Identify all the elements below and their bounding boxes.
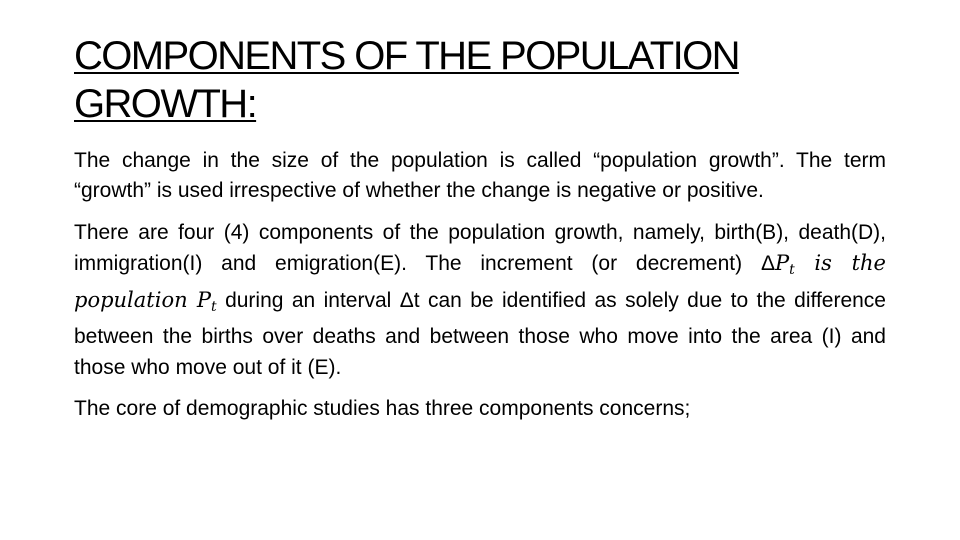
title-line-1: COMPONENTS OF THE POPULATION [74, 34, 739, 78]
paragraph-text-before-formula: There are four (4) components of the population growth, namely, birth(B), death(D), immigration(I) and emigration(E). The increment (or decrement) [74, 220, 886, 275]
formula-phrase: is the population [74, 250, 886, 313]
paragraph-population-growth-definition: The change in the size of the population is called “population growth”. The term “growth” is used irrespective of whether the change is negative or positive. [74, 149, 886, 203]
formula-variable-p: P [774, 250, 790, 275]
delta-symbol: Δ [760, 251, 775, 275]
slide-title [74, 32, 774, 128]
paragraph-four-components [74, 218, 886, 383]
slide-body [74, 146, 886, 435]
formula-variable-p2: P [196, 288, 212, 313]
formula-subscript-t: t [789, 261, 795, 278]
paragraph-text-after-formula: during an interval Δt can be identified as solely due to the difference between the births over deaths and between those who move into the area (I) and those who move out of it (E). [74, 289, 886, 379]
paragraph-core-components: The core of demographic studies has three components concerns; [74, 397, 691, 421]
formula-subscript-t2: t [211, 299, 217, 316]
title-line-2: GROWTH: [74, 82, 257, 126]
